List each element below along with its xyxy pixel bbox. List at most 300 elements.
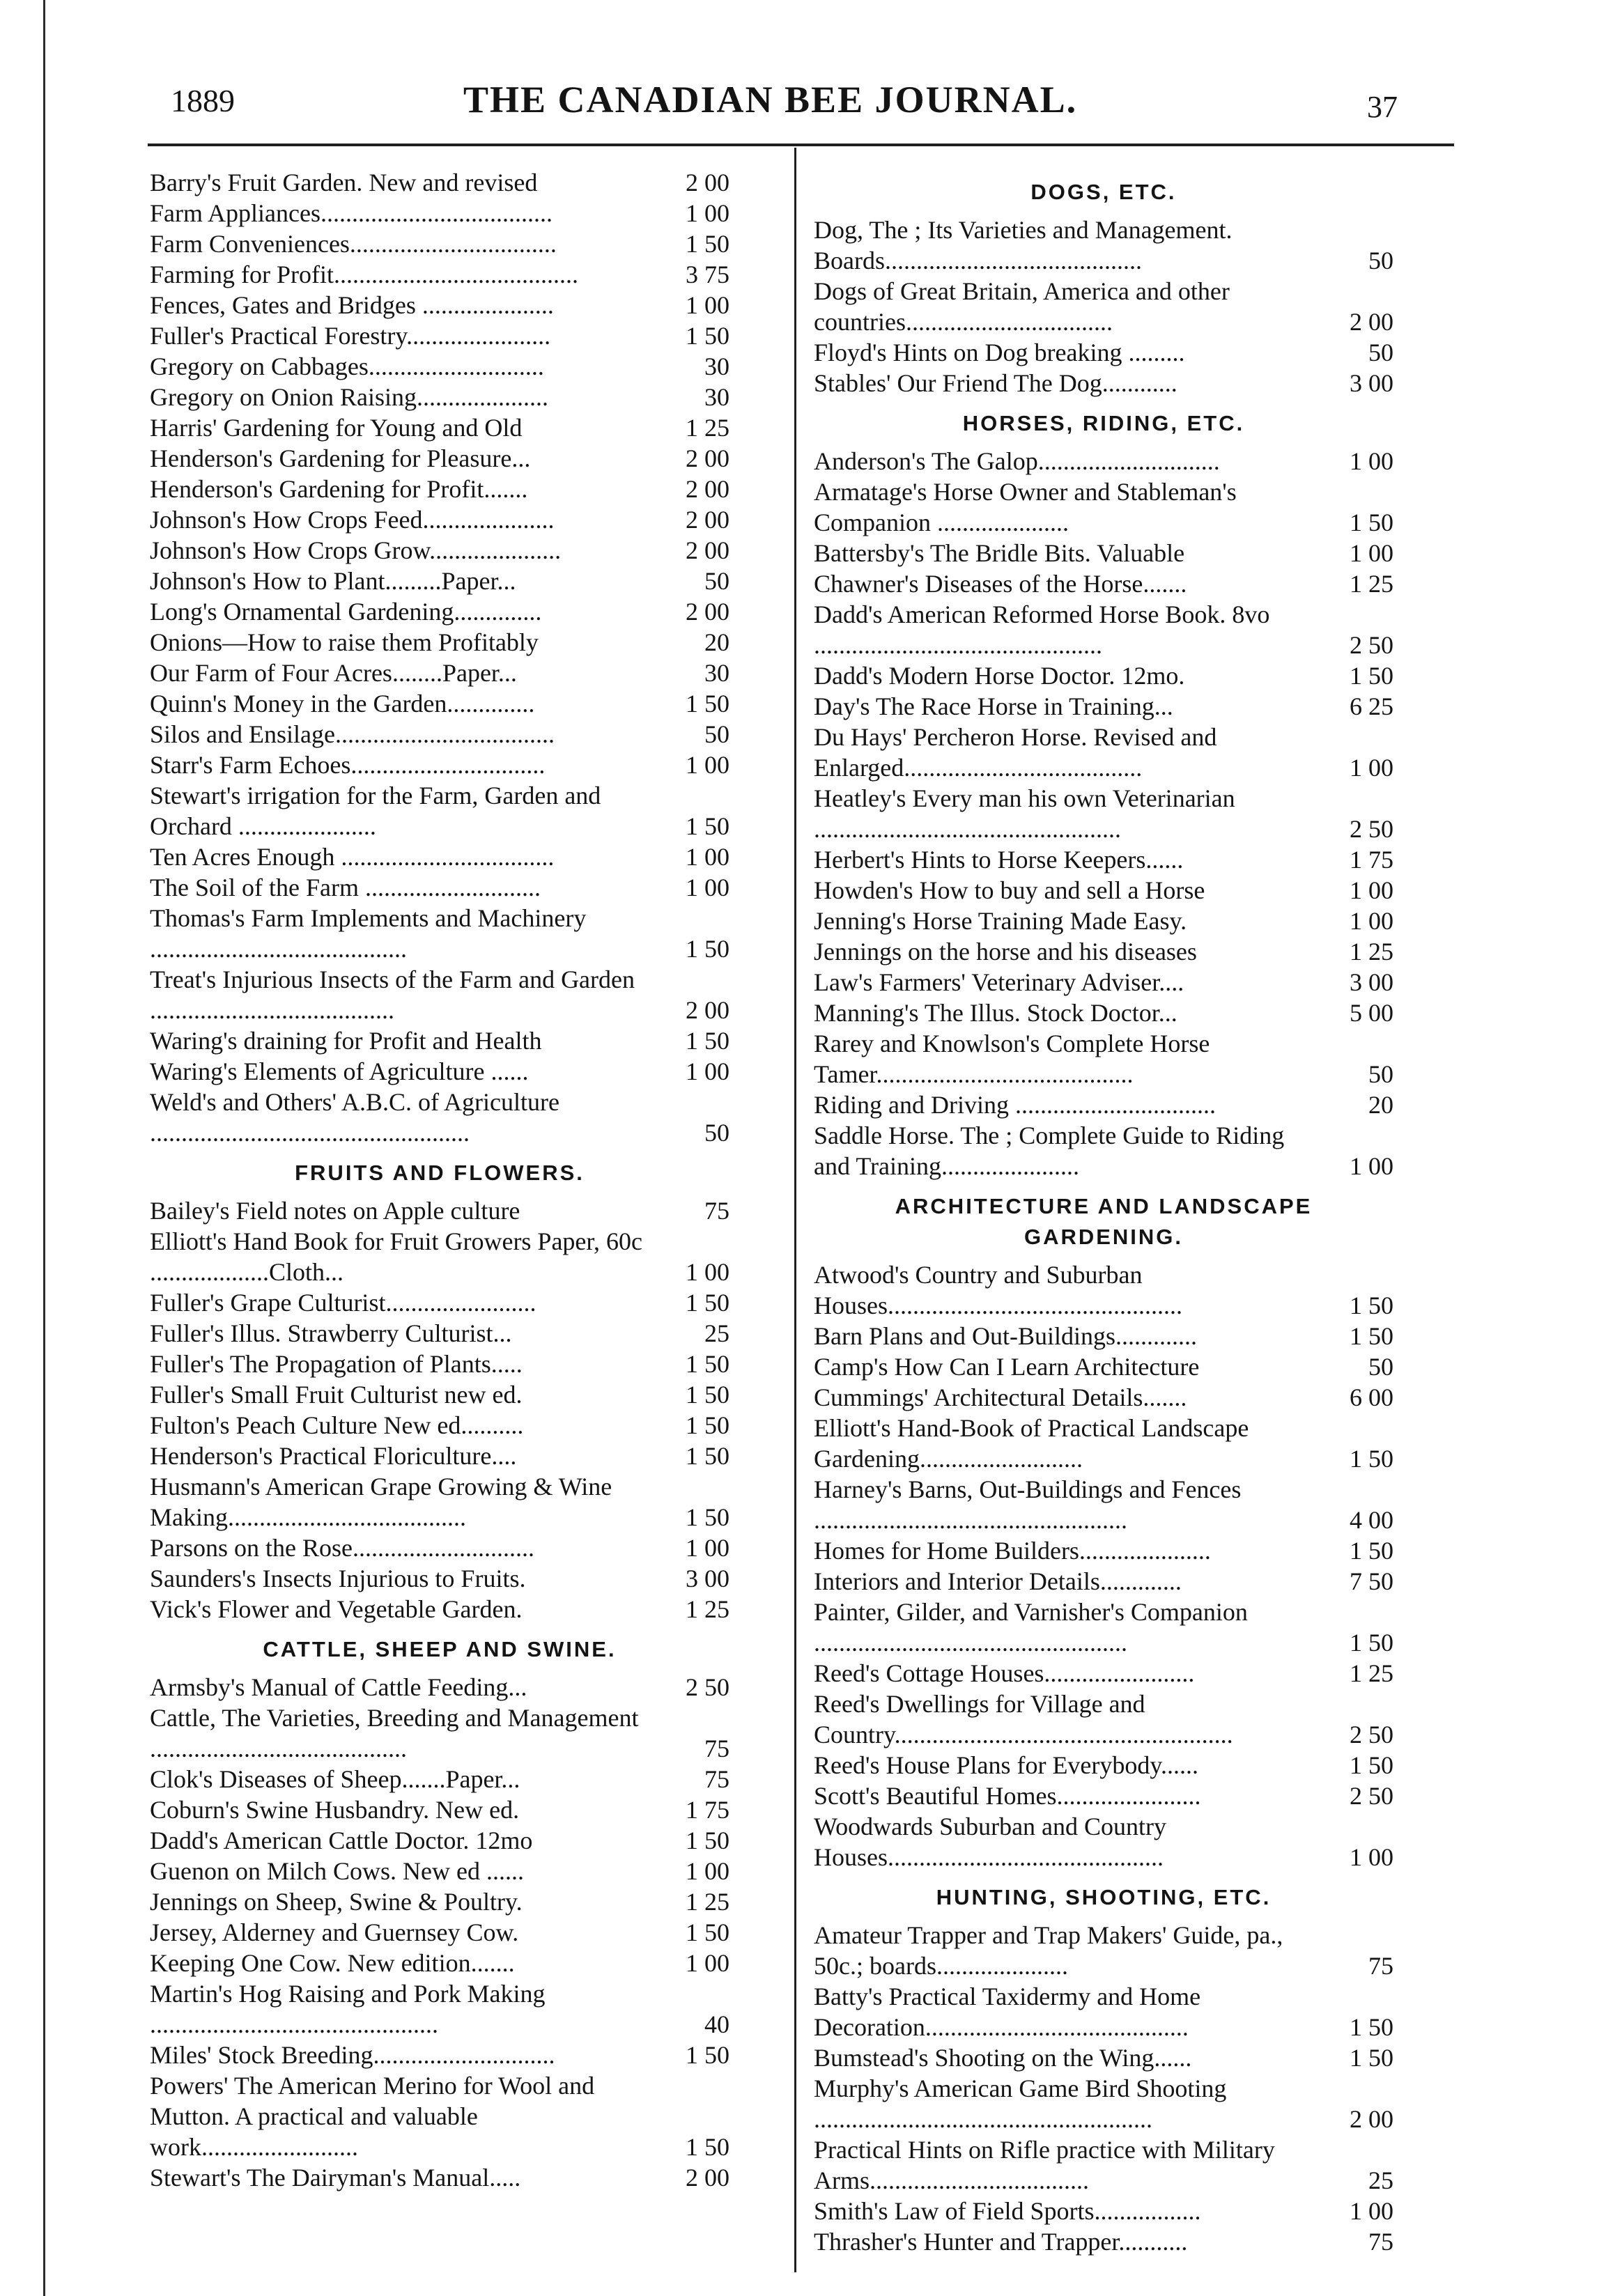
book-title: Batty's Practical Taxidermy and Home Decoration.......................................... — [814, 1983, 1201, 2041]
book-price: 1 50 — [686, 1826, 729, 1854]
book-entry — [150, 259, 729, 290]
section-heading: ARCHITECTURE AND LANDSCAPE GARDENING. — [895, 1194, 1313, 1249]
book-entry — [150, 1287, 729, 1318]
book-price: 1 50 — [686, 1027, 729, 1055]
book-title: Dadd's American Cattle Doctor. 12mo — [150, 1826, 533, 1854]
book-entry — [150, 1318, 729, 1349]
book-title: Dadd's Modern Horse Doctor. 12mo. — [814, 662, 1185, 690]
book-title: Fuller's Grape Culturist........................ — [150, 1289, 536, 1317]
book-title: Fuller's Practical Forestry....................... — [150, 322, 551, 350]
book-entry — [814, 1781, 1393, 1811]
book-title: Woodwards Suburban and Country Houses............................................ — [814, 1813, 1167, 1871]
book-price: 1 00 — [1350, 754, 1393, 782]
book-entry — [150, 1672, 729, 1702]
book-price: 7 50 — [1350, 1567, 1393, 1595]
book-title: Floyd's Hints on Dog breaking ......... — [814, 339, 1185, 366]
book-entry — [150, 351, 729, 382]
book-entry — [150, 688, 729, 719]
book-price: 2 00 — [1350, 308, 1393, 336]
book-entry — [150, 1379, 729, 1410]
page-header — [0, 78, 1599, 134]
book-entry — [150, 719, 729, 750]
book-title: Henderson's Gardening for Profit....... — [150, 475, 528, 503]
book-title: Reed's Dwellings for Village and Country...................................................... — [814, 1690, 1233, 1748]
book-price: 2 00 — [686, 598, 729, 626]
header-year: 1889 — [171, 83, 235, 118]
book-title: Harris' Gardening for Young and Old — [150, 414, 523, 442]
book-title: Howden's How to buy and sell a Horse — [814, 876, 1205, 904]
book-price: 20 — [704, 628, 729, 656]
book-price: 1 25 — [686, 1888, 729, 1916]
book-entry — [814, 844, 1393, 875]
book-entry — [814, 2134, 1393, 2196]
book-title: Starr's Farm Echoes............................... — [150, 751, 546, 779]
book-entry — [814, 368, 1393, 398]
book-entry — [150, 474, 729, 504]
book-price: 1 50 — [686, 1442, 729, 1470]
book-entry — [814, 998, 1393, 1028]
book-entry — [150, 443, 729, 474]
book-price: 1 50 — [686, 322, 729, 350]
book-entry — [150, 504, 729, 535]
book-entry — [814, 2073, 1393, 2134]
book-title: Waring's draining for Profit and Health — [150, 1027, 542, 1055]
book-title: Reed's House Plans for Everybody...... — [814, 1751, 1199, 1779]
book-entry — [814, 783, 1393, 844]
book-entry — [814, 1750, 1393, 1781]
book-title: Martin's Hog Raising and Pork Making .............................................. — [150, 1980, 546, 2038]
book-title: Herbert's Hints to Horse Keepers...... — [814, 846, 1184, 874]
book-entry — [814, 1658, 1393, 1689]
book-price: 2 00 — [686, 475, 729, 503]
book-entry — [150, 290, 729, 320]
book-price: 6 00 — [1350, 1383, 1393, 1411]
book-price: 30 — [704, 383, 729, 411]
book-entry — [814, 337, 1393, 368]
book-title: Jennings on the horse and his diseases — [814, 938, 1197, 965]
book-price: 50 — [704, 1119, 729, 1147]
book-title: Painter, Gilder, and Varnisher's Companion .................................................. — [814, 1598, 1248, 1657]
book-entry — [150, 750, 729, 780]
book-title: Stewart's The Dairyman's Manual..... — [150, 2164, 521, 2192]
book-price: 6 25 — [1350, 692, 1393, 720]
book-entry — [150, 320, 729, 351]
book-entry — [150, 228, 729, 259]
book-title: Onions—How to raise them Profitably — [150, 628, 539, 656]
book-entry — [150, 903, 729, 964]
book-price: 1 50 — [1350, 1445, 1393, 1473]
book-title: Thrasher's Hunter and Trapper........... — [814, 2228, 1188, 2256]
header-rule — [148, 144, 1454, 146]
book-price: 1 00 — [1350, 1152, 1393, 1180]
book-price: 1 50 — [686, 812, 729, 840]
book-title: Parsons on the Rose............................. — [150, 1534, 534, 1562]
book-title: Elliott's Hand-Book of Practical Landscape Gardening.......................... — [814, 1414, 1249, 1473]
book-title: Dadd's American Reformed Horse Book. 8vo .............................................. — [814, 600, 1270, 659]
book-price: 50 — [1368, 247, 1393, 274]
right-column — [814, 167, 1393, 2257]
book-price: 1 00 — [686, 751, 729, 779]
book-entry — [150, 1410, 729, 1441]
book-title: Thomas's Farm Implements and Machinery ......................................... — [150, 904, 587, 963]
book-price: 2 00 — [686, 536, 729, 564]
book-entry — [150, 535, 729, 566]
book-price: 1 50 — [686, 2041, 729, 2069]
book-price: 1 50 — [1350, 2013, 1393, 2041]
book-title: Practical Hints on Rifle practice with Military Arms................................... — [814, 2136, 1275, 2194]
book-price: 75 — [1368, 2228, 1393, 2256]
book-title: Jenning's Horse Training Made Easy. — [814, 907, 1187, 935]
book-title: Harney's Barns, Out-Buildings and Fences .................................................. — [814, 1475, 1242, 1534]
book-entry — [150, 2040, 729, 2070]
book-price: 30 — [704, 659, 729, 687]
book-price: 1 50 — [1350, 1292, 1393, 1319]
book-title: Heatley's Every man his own Veterinarian ................................................. — [814, 784, 1235, 843]
book-price: 1 00 — [686, 1949, 729, 1977]
book-entry — [150, 1702, 729, 1764]
book-title: Saddle Horse. The ; Complete Guide to Riding and Training...................... — [814, 1122, 1285, 1180]
book-title: Jennings on Sheep, Swine & Poultry. — [150, 1888, 523, 1916]
book-price: 2 50 — [1350, 1721, 1393, 1748]
column-divider — [794, 148, 796, 2272]
book-title: Miles' Stock Breeding............................. — [150, 2041, 555, 2069]
book-price: 1 50 — [1350, 509, 1393, 536]
book-price: 2 00 — [686, 444, 729, 472]
book-price: 1 25 — [1350, 1659, 1393, 1687]
book-entry — [150, 658, 729, 688]
book-entry — [150, 1056, 729, 1087]
book-price: 1 50 — [686, 1918, 729, 1946]
book-entry — [814, 476, 1393, 538]
book-entry — [150, 841, 729, 872]
book-title: Homes for Home Builders..................... — [814, 1537, 1211, 1565]
book-title: Reed's Cottage Houses........................ — [814, 1659, 1195, 1687]
book-title: Johnson's How to Plant.........Paper... — [150, 567, 516, 595]
book-title: Fuller's Illus. Strawberry Culturist... — [150, 1319, 512, 1347]
book-title: Manning's The Illus. Stock Doctor... — [814, 999, 1177, 1027]
book-entry — [150, 1195, 729, 1226]
book-title: Chawner's Diseases of the Horse....... — [814, 570, 1187, 598]
book-entry — [814, 1089, 1393, 1120]
book-price: 1 25 — [686, 1595, 729, 1623]
book-entry — [150, 1349, 729, 1379]
book-price: 1 00 — [686, 1057, 729, 1085]
book-price: 1 00 — [686, 1857, 729, 1885]
book-price: 3 00 — [1350, 369, 1393, 397]
book-title: Fulton's Peach Culture New ed.......... — [150, 1411, 524, 1439]
book-price: 75 — [1368, 1952, 1393, 1980]
book-entry — [814, 1321, 1393, 1351]
book-entry — [814, 215, 1393, 276]
book-price: 2 50 — [1350, 815, 1393, 843]
book-title: Barry's Fruit Garden. New and revised — [150, 169, 538, 196]
book-price: 1 00 — [1350, 1843, 1393, 1871]
book-entry — [814, 1120, 1393, 1181]
book-entry — [814, 722, 1393, 783]
book-entry — [150, 1764, 729, 1794]
book-price: 1 50 — [686, 935, 729, 963]
book-entry — [150, 596, 729, 627]
book-title: Du Hays' Percheron Horse. Revised and Enlarged...................................... — [814, 723, 1217, 782]
book-title: Guenon on Milch Cows. New ed ...... — [150, 1857, 524, 1885]
book-title: Keeping One Cow. New edition....... — [150, 1949, 515, 1977]
book-title: Waring's Elements of Agriculture ...... — [150, 1057, 529, 1085]
book-price: 1 00 — [686, 843, 729, 871]
journal-title: THE CANADIAN BEE JOURNAL. — [463, 79, 1078, 121]
book-price: 2 50 — [686, 1673, 729, 1701]
book-title: Weld's and Others' A.B.C. of Agriculture ................................................... — [150, 1088, 559, 1147]
book-price: 50 — [1368, 1353, 1393, 1381]
book-price: 25 — [1368, 2166, 1393, 2194]
book-title: Our Farm of Four Acres........Paper... — [150, 659, 517, 687]
book-title: Armatage's Horse Owner and Stableman's Companion ..................... — [814, 478, 1237, 536]
book-price: 3 00 — [1350, 968, 1393, 996]
book-price: 2 00 — [686, 2164, 729, 2192]
book-entry — [150, 1948, 729, 1978]
book-title: Fuller's Small Fruit Culturist new ed. — [150, 1381, 523, 1409]
book-title: Atwood's Country and Suburban Houses............................................... — [814, 1261, 1182, 1319]
book-title: Powers' The American Merino for Wool and Mutton. A practical and valuable work......................... — [150, 2072, 595, 2161]
book-price: 1 00 — [1350, 539, 1393, 567]
book-title: Rarey and Knowlson's Complete Horse Tamer......................................... — [814, 1030, 1210, 1088]
book-entry — [814, 1382, 1393, 1413]
book-price: 1 25 — [1350, 570, 1393, 598]
book-entry — [150, 566, 729, 596]
book-title: Clok's Diseases of Sheep.......Paper... — [150, 1765, 520, 1793]
book-title: Day's The Race Horse in Training... — [814, 692, 1173, 720]
section-heading: CATTLE, SHEEP AND SWINE. — [263, 1637, 617, 1661]
book-entry — [150, 198, 729, 228]
book-title: Silos and Ensilage................................... — [150, 720, 555, 748]
book-title: Dog, The ; Its Varieties and Management. Boards......................................... — [814, 216, 1233, 274]
book-entry — [150, 2162, 729, 2193]
book-price: 1 00 — [1350, 447, 1393, 475]
book-price: 3 00 — [686, 1565, 729, 1592]
book-title: Riding and Driving ................................ — [814, 1091, 1216, 1119]
book-price: 1 50 — [1350, 1322, 1393, 1350]
book-title: Dogs of Great Britain, America and other countries................................. — [814, 277, 1230, 336]
book-price: 1 50 — [686, 1503, 729, 1531]
book-price: 40 — [704, 2010, 729, 2038]
book-title: Smith's Law of Field Sports................. — [814, 2197, 1201, 2225]
book-entry — [150, 2070, 729, 2162]
book-title: Camp's How Can I Learn Architecture — [814, 1353, 1200, 1381]
book-title: Scott's Beautiful Homes....................... — [814, 1782, 1201, 1810]
book-price: 1 50 — [686, 1289, 729, 1317]
book-title: Farm Conveniences................................. — [150, 230, 557, 258]
book-entry — [150, 964, 729, 1025]
book-title: Saunders's Insects Injurious to Fruits. — [150, 1565, 526, 1592]
book-price: 1 00 — [1350, 2197, 1393, 2225]
book-title: Vick's Flower and Vegetable Garden. — [150, 1595, 523, 1623]
book-entry — [150, 1441, 729, 1471]
book-entry — [150, 1917, 729, 1948]
book-title: Gregory on Onion Raising..................... — [150, 383, 548, 411]
book-price: 1 50 — [686, 690, 729, 718]
book-title: Fuller's The Propagation of Plants..... — [150, 1350, 523, 1378]
book-price: 1 00 — [1350, 876, 1393, 904]
book-entry — [150, 1226, 729, 1287]
book-title: Elliott's Hand Book for Fruit Growers Paper, 60c ...................Cloth... — [150, 1227, 642, 1286]
book-title: Henderson's Gardening for Pleasure... — [150, 444, 531, 472]
book-price: 2 50 — [1350, 1782, 1393, 1810]
book-price: 75 — [704, 1735, 729, 1762]
book-entry — [814, 1811, 1393, 1872]
book-title: Treat's Injurious Insects of the Farm and Garden ....................................... — [150, 965, 635, 1024]
book-entry — [814, 1597, 1393, 1658]
book-price: 2 00 — [1350, 2105, 1393, 2133]
book-price: 2 00 — [686, 506, 729, 534]
book-price: 75 — [704, 1197, 729, 1225]
book-price: 1 00 — [686, 1258, 729, 1286]
book-entry — [150, 382, 729, 412]
book-entry — [150, 167, 729, 198]
book-price: 1 00 — [1350, 907, 1393, 935]
book-title: Bumstead's Shooting on the Wing...... — [814, 2044, 1192, 2072]
book-price: 1 00 — [686, 874, 729, 901]
book-entry — [150, 412, 729, 443]
book-title: Coburn's Swine Husbandry. New ed. — [150, 1796, 520, 1824]
book-title: Bailey's Field notes on Apple culture — [150, 1197, 520, 1225]
book-price: 1 50 — [1350, 1629, 1393, 1657]
book-title: Henderson's Practical Floriculture.... — [150, 1442, 517, 1470]
book-title: The Soil of the Farm ............................ — [150, 874, 541, 901]
book-price: 2 00 — [686, 996, 729, 1024]
book-entry — [814, 1689, 1393, 1750]
book-price: 50 — [1368, 1060, 1393, 1088]
book-title: Gregory on Cabbages............................ — [150, 352, 544, 380]
book-price: 1 50 — [686, 1411, 729, 1439]
book-price: 30 — [704, 352, 729, 380]
section-heading: HUNTING, SHOOTING, ETC. — [936, 1885, 1272, 1909]
book-entry — [814, 538, 1393, 568]
book-price: 2 00 — [686, 169, 729, 196]
book-price: 1 50 — [1350, 2044, 1393, 2072]
book-price: 1 50 — [686, 1350, 729, 1378]
book-price: 75 — [704, 1765, 729, 1793]
book-title: Quinn's Money in the Garden.............. — [150, 690, 535, 718]
book-title: Fences, Gates and Bridges ..................... — [150, 291, 554, 319]
book-entry — [150, 1794, 729, 1825]
book-price: 1 50 — [1350, 1751, 1393, 1779]
book-title: Farm Appliances..................................... — [150, 199, 553, 227]
book-price: 4 00 — [1350, 1506, 1393, 1534]
book-entry — [814, 446, 1393, 476]
book-title: Husmann's American Grape Growing & Wine Making...................................... — [150, 1473, 612, 1531]
book-price: 2 50 — [1350, 631, 1393, 659]
book-title: Battersby's The Bridle Bits. Valuable — [814, 539, 1185, 567]
book-entry — [814, 936, 1393, 967]
book-entry — [814, 1259, 1393, 1321]
book-title: Armsby's Manual of Cattle Feeding... — [150, 1673, 527, 1701]
book-price: 1 50 — [686, 1381, 729, 1409]
book-title: Johnson's How Crops Feed..................... — [150, 506, 555, 534]
section-heading: DOGS, ETC. — [1030, 180, 1177, 204]
book-price: 1 50 — [1350, 662, 1393, 690]
book-entry — [150, 1471, 729, 1533]
book-title: Jersey, Alderney and Guernsey Cow. — [150, 1918, 519, 1946]
book-price: 1 50 — [1350, 1537, 1393, 1565]
book-entry — [150, 1856, 729, 1886]
book-title: Farming for Profit....................................... — [150, 261, 578, 288]
book-title: Ten Acres Enough .................................. — [150, 843, 555, 871]
book-title: Cummings' Architectural Details....... — [814, 1383, 1187, 1411]
book-entry — [150, 780, 729, 841]
book-price: 25 — [704, 1319, 729, 1347]
book-title: Cattle, The Varieties, Breeding and Management ......................................... — [150, 1704, 639, 1762]
book-entry — [814, 1981, 1393, 2042]
book-entry — [814, 1535, 1393, 1566]
book-title: Long's Ornamental Gardening.............. — [150, 598, 542, 626]
book-entry — [150, 1025, 729, 1056]
book-title: Stewart's irrigation for the Farm, Garden and Orchard ...................... — [150, 782, 601, 840]
page-left-edge-rule — [43, 0, 45, 2296]
book-title: Johnson's How Crops Grow..................... — [150, 536, 562, 564]
book-title: Interiors and Interior Details............. — [814, 1567, 1182, 1595]
book-entry — [814, 691, 1393, 722]
book-entry — [814, 1474, 1393, 1535]
book-entry — [150, 1087, 729, 1148]
book-price: 1 00 — [686, 291, 729, 319]
book-price: 3 75 — [686, 261, 729, 288]
book-title: Anderson's The Galop............................. — [814, 447, 1220, 475]
book-entry — [814, 1351, 1393, 1382]
book-entry — [150, 1563, 729, 1594]
book-entry — [814, 875, 1393, 906]
book-title: Stables' Our Friend The Dog............ — [814, 369, 1177, 397]
book-price: 1 00 — [686, 1534, 729, 1562]
book-entry — [814, 2042, 1393, 2073]
book-price: 1 75 — [686, 1796, 729, 1824]
book-entry — [814, 1566, 1393, 1597]
book-entry — [814, 1028, 1393, 1089]
book-entry — [150, 872, 729, 903]
book-entry — [814, 906, 1393, 936]
book-price: 1 00 — [686, 199, 729, 227]
book-entry — [150, 1825, 729, 1856]
section-heading: HORSES, RIDING, ETC. — [962, 411, 1245, 435]
page-number: 37 — [1367, 90, 1398, 124]
book-entry — [814, 568, 1393, 599]
book-entry — [814, 599, 1393, 660]
book-price: 1 25 — [686, 414, 729, 442]
book-entry — [814, 967, 1393, 998]
book-entry — [150, 627, 729, 658]
book-title: Law's Farmers' Veterinary Adviser.... — [814, 968, 1184, 996]
book-title: Barn Plans and Out-Buildings............. — [814, 1322, 1197, 1350]
book-entry — [150, 1886, 729, 1917]
book-price: 20 — [1368, 1091, 1393, 1119]
book-entry — [814, 1413, 1393, 1474]
section-heading: FRUITS AND FLOWERS. — [295, 1161, 585, 1185]
book-entry — [814, 1920, 1393, 1981]
book-price: 50 — [1368, 339, 1393, 366]
book-price: 1 25 — [1350, 938, 1393, 965]
book-entry — [814, 660, 1393, 691]
book-price: 1 50 — [686, 230, 729, 258]
book-price: 1 75 — [1350, 846, 1393, 874]
book-title: Amateur Trapper and Trap Makers' Guide, pa., 50c.; boards..................... — [814, 1921, 1283, 1980]
book-entry — [150, 1594, 729, 1624]
book-price: 5 00 — [1350, 999, 1393, 1027]
book-price: 50 — [704, 720, 729, 748]
book-price: 50 — [704, 567, 729, 595]
book-entry — [814, 276, 1393, 337]
book-price: 1 50 — [686, 2133, 729, 2161]
book-entry — [814, 2196, 1393, 2226]
book-entry — [150, 1533, 729, 1563]
book-title: Murphy's American Game Bird Shooting ...................................................... — [814, 2074, 1227, 2133]
